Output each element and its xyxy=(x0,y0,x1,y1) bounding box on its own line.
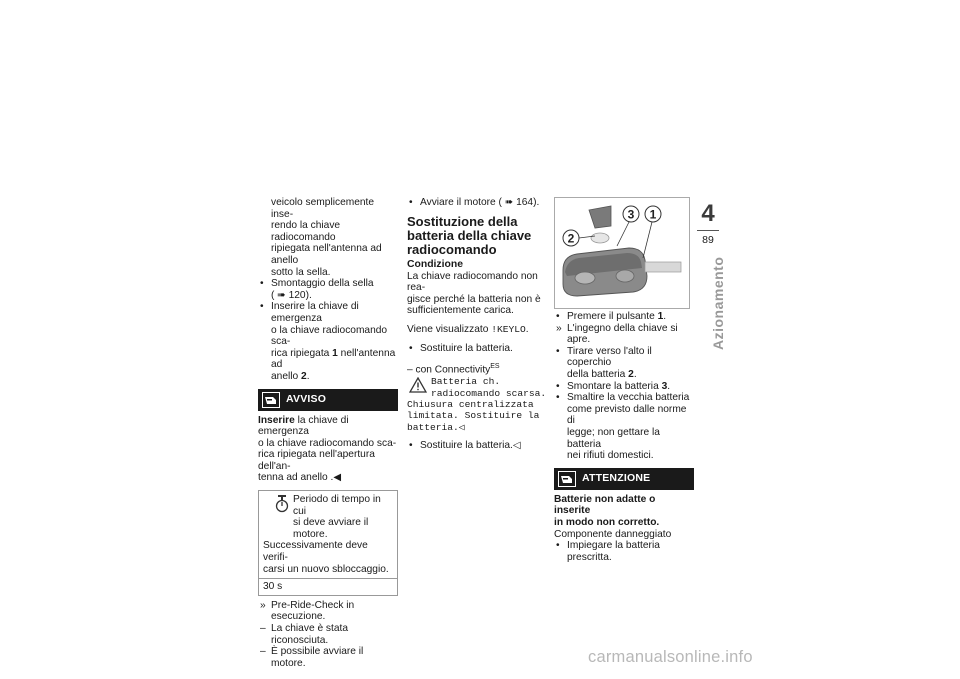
chapter-title: Azionamento xyxy=(710,256,726,350)
chapter-number: 4 xyxy=(701,200,715,227)
bullet-mark: • xyxy=(260,278,264,290)
box-value: 30 s xyxy=(259,578,397,595)
step-text: . xyxy=(663,311,667,322)
page-number: 89 xyxy=(702,234,714,246)
avviso-line: tenna ad anello .◀ xyxy=(258,472,342,484)
result-mark: » xyxy=(556,322,562,334)
column-right xyxy=(554,197,694,563)
attention-bold: Batterie non adatte o inserite xyxy=(554,493,656,517)
key-illustration xyxy=(555,198,689,308)
caution-hand-icon xyxy=(262,392,280,408)
result-text: La chiave è stata riconosciuta. xyxy=(271,623,349,646)
result-item xyxy=(258,600,398,623)
mono-line: Batteria ch. xyxy=(431,376,501,388)
attention-bullet-text: Impiegare la batteria prescritta. xyxy=(567,540,660,563)
bullet-mark: • xyxy=(409,440,413,452)
heading-line: batteria della chiave xyxy=(407,227,532,243)
end-mark: ◁ xyxy=(458,421,465,433)
mono-line: radiocomando scarsa. xyxy=(431,387,547,399)
bullet-replace-battery xyxy=(407,440,547,452)
column-left xyxy=(258,197,398,669)
step-text: della batteria xyxy=(567,368,629,380)
step-text: come previsto dalle norme di xyxy=(567,403,687,427)
step-remove-battery xyxy=(554,381,694,393)
condition-label: Condizione xyxy=(407,258,463,270)
box-line: Successivamente deve verifi- xyxy=(263,540,368,564)
step-text: Smaltire la vecchia batteria xyxy=(567,392,690,404)
chapter-divider xyxy=(697,230,719,231)
bullet-mark: • xyxy=(556,392,560,404)
avviso-label: AVVISO xyxy=(286,392,327,405)
step-text: Smontare la batteria xyxy=(567,380,662,392)
cont-line: rendo la chiave radiocomando xyxy=(271,220,341,243)
result-mark: – xyxy=(260,623,266,634)
step-dispose xyxy=(554,392,694,462)
condition-line: La chiave radiocomando non rea- xyxy=(407,270,538,294)
box-line: si deve avviare il motore. xyxy=(293,517,369,540)
bullet-mark: • xyxy=(556,345,560,357)
callout-1: 1 xyxy=(649,207,657,222)
bullet-line: anello xyxy=(271,370,302,382)
heading-line: Sostituzione della xyxy=(407,213,518,229)
step-pull-cover xyxy=(554,346,694,381)
attention-bold: in modo non corretto. xyxy=(554,516,660,528)
bullet-line: o la chiave radiocomando sca- xyxy=(271,324,388,348)
key-battery-figure xyxy=(554,197,690,309)
bullet-text[interactable]: Avviare il motore ( ➠ 164). xyxy=(420,197,540,208)
step-text: Premere il pulsante xyxy=(567,311,658,322)
cont-line: sotto la sella. xyxy=(271,266,331,278)
cont-line: veicolo semplicemente inse- xyxy=(271,197,375,220)
column-middle xyxy=(407,197,547,452)
page-ref-link[interactable]: ( ➠ 120). xyxy=(271,289,312,301)
result-mark: » xyxy=(260,599,266,611)
result-item xyxy=(258,646,398,669)
avviso-line: la chiave di emergenza xyxy=(258,414,349,438)
result-mark: – xyxy=(260,646,266,658)
bullet-text: Sostituire la batteria.◁ xyxy=(420,440,521,452)
bullet-replace-battery xyxy=(407,343,547,355)
condition-line: sufficientemente carica. xyxy=(407,305,514,317)
mono-line: Chiusura centralizzata xyxy=(407,398,534,410)
result-text: Pre-Ride-Check in esecuzione. xyxy=(271,599,355,623)
heading-line: radiocomando xyxy=(407,241,497,257)
warning-triangle-icon xyxy=(409,377,427,397)
step-text: . xyxy=(633,368,637,380)
step-text: nei rifiuti domestici. xyxy=(567,450,654,462)
bullet-mark: • xyxy=(556,311,560,322)
caution-hand-icon xyxy=(558,471,576,487)
attenzione-label: ATTENZIONE xyxy=(582,471,651,484)
attenzione-banner xyxy=(554,468,694,490)
bullet-mark: • xyxy=(556,540,560,552)
step-press-button xyxy=(554,311,694,323)
bullet-start-engine xyxy=(407,197,547,209)
display-prefix: Viene visualizzato xyxy=(407,323,492,335)
bullet-mark: • xyxy=(556,380,560,392)
section-heading xyxy=(407,215,547,257)
watermark: carmanualsonline.info xyxy=(588,648,753,666)
mono-line-end xyxy=(407,422,547,433)
step-text: L'ingegno della chiave si apre. xyxy=(567,322,678,346)
connectivity-text: – con Connectivity xyxy=(407,364,491,376)
bullet-text: Sostituire la batteria. xyxy=(420,342,513,354)
result-item xyxy=(258,623,398,646)
ref-number: 1 xyxy=(657,311,664,322)
chapter-marker xyxy=(697,200,719,246)
ref-number: 3 xyxy=(661,380,668,392)
callout-3: 3 xyxy=(627,207,635,222)
condition-line: gisce perché la batteria non è xyxy=(407,293,541,305)
bullet-remove-seat xyxy=(258,278,398,301)
bullet-line: . xyxy=(306,370,310,382)
time-info-box xyxy=(258,490,398,596)
bullet-line: rica ripiegata xyxy=(271,347,333,359)
step-text: legge; non gettare la batteria xyxy=(567,426,660,450)
step-result xyxy=(554,323,694,346)
display-suffix: . xyxy=(525,323,529,335)
step-text: . xyxy=(667,380,671,392)
connectivity-line xyxy=(407,361,547,376)
bullet-line: nell'antenna ad xyxy=(271,347,396,371)
box-line: Periodo di tempo in cui xyxy=(293,494,381,517)
avviso-line: rica ripiegata nell'apertura dell'an- xyxy=(258,449,375,472)
attention-bullet xyxy=(554,540,694,563)
avviso-text xyxy=(258,415,398,438)
display-mono-block xyxy=(407,376,547,399)
cont-line: ripiegata nell'antenna ad anello xyxy=(271,243,382,266)
step-text: Tirare verso l'alto il coperchio xyxy=(567,345,652,369)
bullet-text: Smontaggio della sella xyxy=(271,278,374,290)
connectivity-sup: ES xyxy=(490,363,500,371)
ref-number: 2 xyxy=(301,370,307,382)
mono-line: limitata. Sostituire la xyxy=(407,410,540,422)
callout-2: 2 xyxy=(567,231,575,246)
bullet-insert-key xyxy=(258,301,398,382)
stopwatch-icon xyxy=(275,495,289,517)
bullet-line: Inserire la chiave di emergenza xyxy=(271,301,359,324)
avviso-line: o la chiave radiocomando sca- xyxy=(258,437,397,449)
avviso-bold: Inserire xyxy=(258,414,295,426)
ref-number: 1 xyxy=(332,347,338,359)
display-message xyxy=(407,324,547,336)
avviso-banner xyxy=(258,389,398,411)
mono-line: batteria. xyxy=(407,421,459,433)
box-line: carsi un nuovo sbloccaggio. xyxy=(263,563,389,575)
ref-number: 2 xyxy=(628,368,634,380)
attention-text: Componente danneggiato xyxy=(554,528,672,540)
bullet-mark: • xyxy=(409,342,413,354)
display-code: !KEYLO xyxy=(491,323,526,335)
result-text: È possibile avviare il motore. xyxy=(271,646,364,669)
bullet-mark: • xyxy=(409,197,413,208)
bullet-mark: • xyxy=(260,301,264,313)
